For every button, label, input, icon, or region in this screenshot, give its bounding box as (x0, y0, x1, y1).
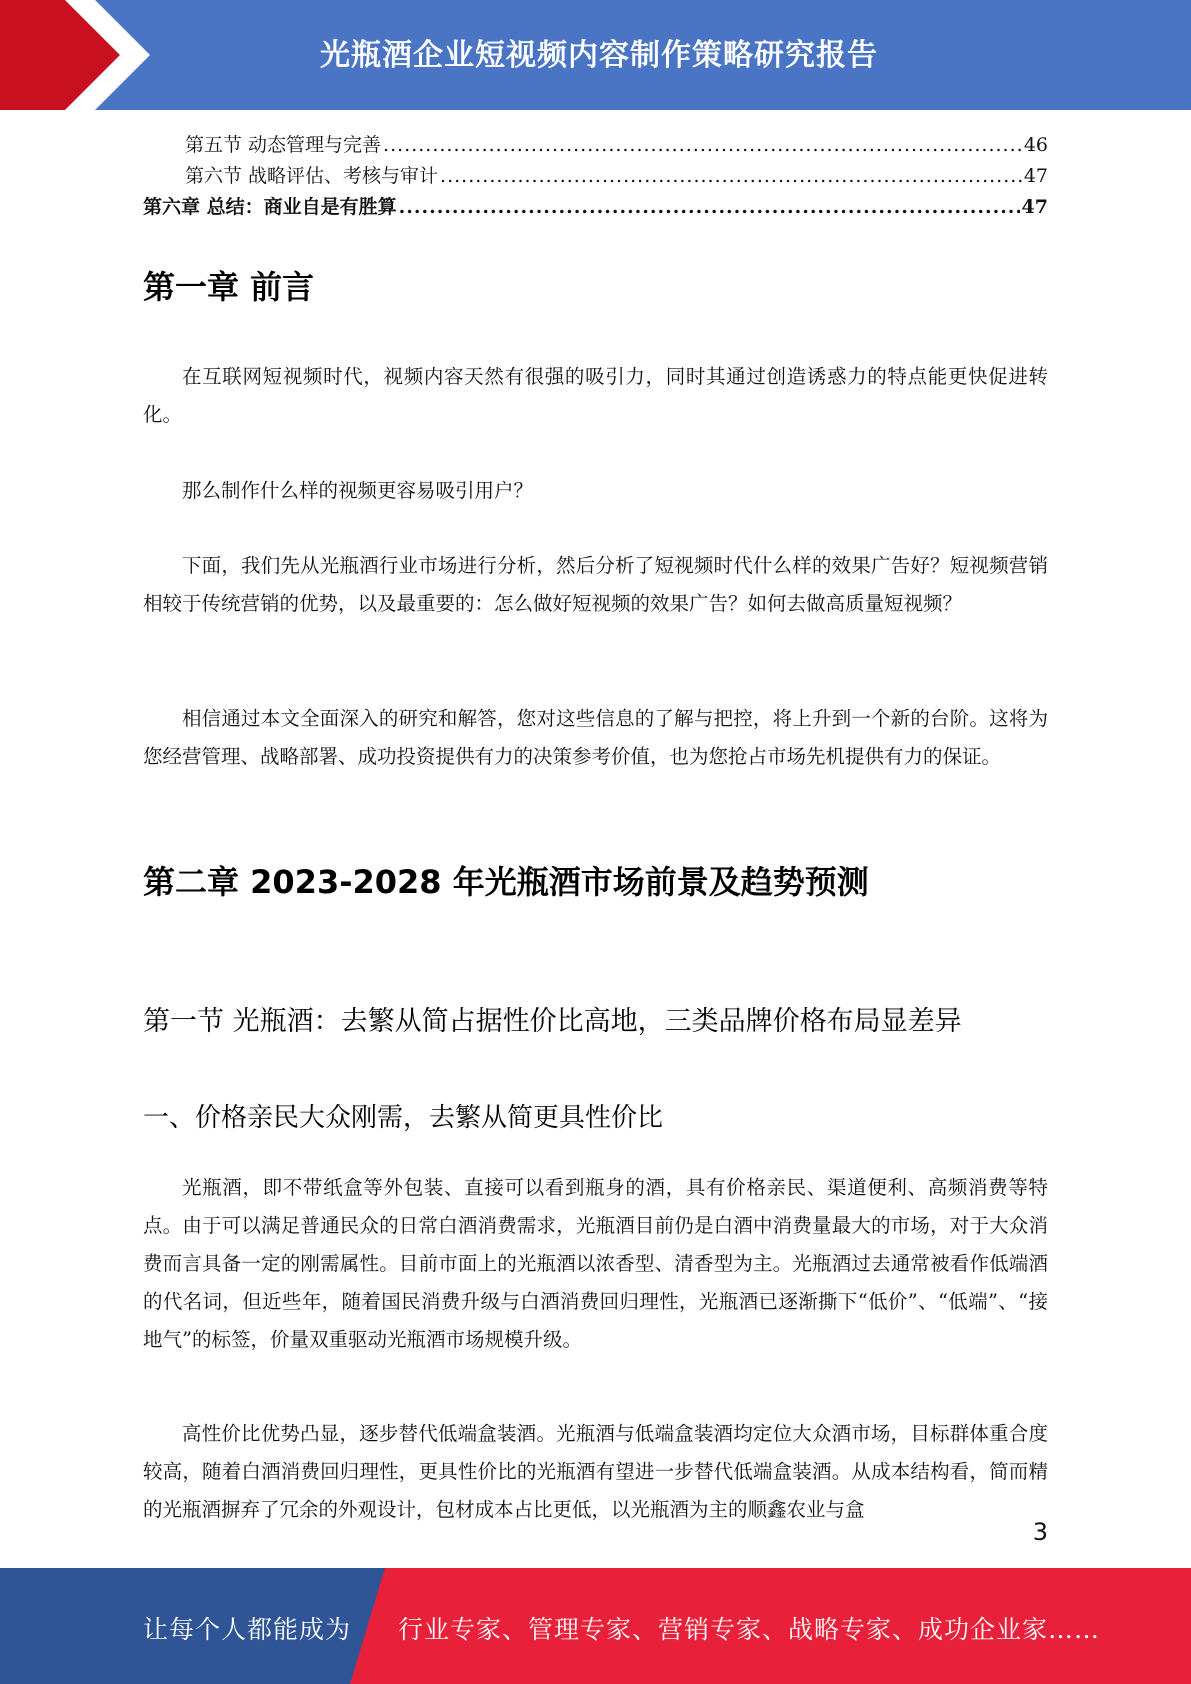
toc-entry[interactable] (143, 130, 1048, 156)
toc-entry-title: 第六章 总结：商业自是有胜算 (143, 196, 397, 218)
report-title: 光瓶酒企业短视频内容制作策略研究报告 (320, 38, 878, 73)
toc-leader-dots (440, 165, 1022, 187)
page-number: 3 (1032, 1518, 1048, 1546)
page-footer (0, 1568, 1191, 1684)
page-header (0, 0, 1191, 110)
toc-entry[interactable] (143, 192, 1048, 218)
section-heading: 第一节 光瓶酒：去繁从简占据性价比高地，三类品牌价格布局显差异 (143, 1006, 962, 1037)
subsection-heading: 一、价格亲民大众刚需，去繁从简更具性价比 (143, 1103, 664, 1133)
toc-leader-dots (399, 196, 1020, 218)
toc-entry-page: 47 (1023, 165, 1048, 187)
toc-entry-page: 46 (1023, 134, 1048, 156)
toc-entry-title: 第五节 动态管理与完善 (185, 134, 382, 156)
body-paragraph: 那么制作什么样的视频更容易吸引用户？ (182, 479, 534, 502)
toc-leader-dots (383, 134, 1022, 156)
toc-entry[interactable] (143, 161, 1048, 187)
toc-entry-title: 第六节 战略评估、考核与审计 (185, 165, 439, 187)
body-paragraph: 下面，我们先从光瓶酒行业市场进行分析，然后分析了短视频时代什么样的效果广告好？短视频营销相较于传统营销的优势，以及最重要的：怎么做好短视频的效果广告？如何去做高质量短视频？ (143, 554, 1048, 615)
chapter-1-heading: 第一章 前言 (143, 268, 315, 306)
body-paragraph: 在互联网短视频时代，视频内容天然有很强的吸引力，同时其通过创造诱惑力的特点能更快促进转化。 (143, 365, 1048, 426)
footer-slogan-right: 行业专家、管理专家、营销专家、战略专家、成功企业家…… (398, 1615, 1101, 1644)
body-paragraph: 相信通过本文全面深入的研究和解答，您对这些信息的了解与把控，将上升到一个新的台阶。这将为您经营管理、战略部署、成功投资提供有力的决策参考价值，也为您抢占市场先机提供有力的保证。 (143, 707, 1048, 768)
body-paragraph: 光瓶酒，即不带纸盒等外包装、直接可以看到瓶身的酒，具有价格亲民、渠道便利、高频消费等特点。由于可以满足普通民众的日常白酒消费需求，光瓶酒目前仍是白酒中消费量最大的市场，对于大众消费而言具备一定的刚需属性。目前市面上的光瓶酒以浓香型、清香型为主。光瓶酒过去通常被看作低端酒的代名词，但近些年，随着国民消费升级与白酒消费回归理性，光瓶酒已逐渐撕下“低价”、“低端”、“接地气”的标签，价量双重驱动光瓶酒市场规模升级。 (143, 1176, 1048, 1351)
toc-entry-page: 47 (1021, 196, 1048, 218)
chapter-2-heading: 第二章 2023-2028 年光瓶酒市场前景及趋势预测 (143, 863, 869, 901)
footer-slogan-left: 让每个人都能成为 (143, 1615, 352, 1644)
body-paragraph: 高性价比优势凸显，逐步替代低端盒装酒。光瓶酒与低端盒装酒均定位大众酒市场，目标群体重合度较高，随着白酒消费回归理性，更具性价比的光瓶酒有望进一步替代低端盒装酒。从成本结构看，简而精的光瓶酒摒弃了冗余的外观设计，包材成本占比更低，以光瓶酒为主的顺鑫农业与盒 (143, 1422, 1048, 1521)
